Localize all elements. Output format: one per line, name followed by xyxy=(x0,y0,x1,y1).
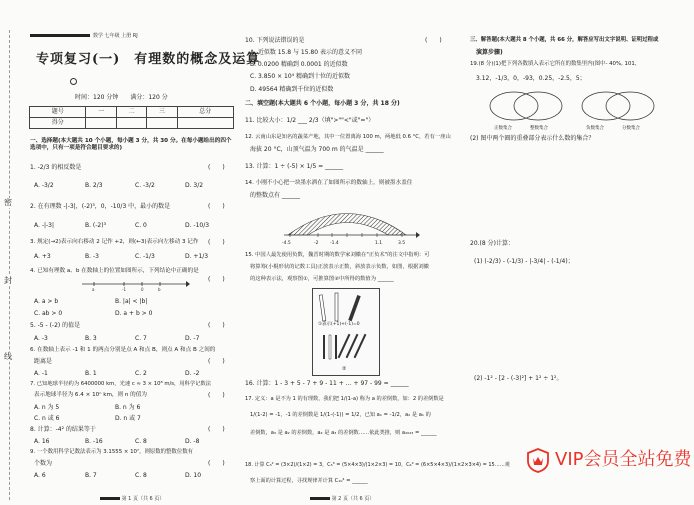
vip-crown-logo xyxy=(525,447,551,473)
figure-label-2: ② xyxy=(342,366,347,372)
counting-rods-figure xyxy=(312,288,380,376)
svg-text:0: 0 xyxy=(141,287,144,292)
answer-paren[interactable]: ( ) xyxy=(208,392,225,399)
q10-item: A. 近似数 15.8 与 15.80 表示的意义不同 xyxy=(250,49,362,56)
option[interactable]: C. 0 xyxy=(135,222,147,229)
question-10: 10. 下列说法错误的是 xyxy=(245,37,305,44)
svg-text:a: a xyxy=(92,287,95,292)
question-12-line2: 海拔 20 °C，山顶气温为 700 m 的气温是 ______ xyxy=(250,146,384,153)
side-label-mi: 密 xyxy=(4,198,12,207)
number-line-ab xyxy=(80,278,190,292)
circle-icon xyxy=(70,78,77,85)
q10-item: D. 49564 精确到千位的近似数 xyxy=(250,86,334,93)
section3-heading-line2: 演算步骤) xyxy=(476,49,503,56)
q10-item: B. 0.0200 精确到 0.0001 的近似数 xyxy=(250,61,348,68)
score-cell[interactable] xyxy=(147,118,177,129)
side-label-xian: 线 xyxy=(4,352,12,361)
question-12: 12. 云南山东是知名的蔬菜产地，其中一位置离海 100 m，两地低 0.6 °C，若有一座山 xyxy=(245,134,451,140)
answer-paren[interactable]: ( ) xyxy=(208,164,225,171)
venn-diagram-left xyxy=(486,88,566,124)
option[interactable]: D. +1/3 xyxy=(185,253,209,260)
question-15-line3: 的这种表示法，观察图①，可推算图②中所得的数值为 ______ xyxy=(250,276,394,282)
venn-label: 分数集合 xyxy=(622,126,640,131)
exam-meta: 时间：120 分钟 满分：120 分 xyxy=(75,94,168,101)
option[interactable]: A. 16 xyxy=(34,438,50,445)
series-header: 数学 七年级 上册 RJ xyxy=(30,33,138,39)
option[interactable]: B. 1 xyxy=(85,370,97,377)
question-19-line2: 3.12，-1/3，0，-93，0.25，-2.5，5； xyxy=(476,75,586,82)
score-cell: 三 xyxy=(147,107,177,118)
score-table xyxy=(29,106,234,129)
section3-heading: 三、解答题(本大题共 8 个小题，共 66 分，解答应写出文字说明、证明过程或 xyxy=(470,37,659,43)
option[interactable]: A. a > b xyxy=(34,298,59,305)
question-6: 6. 在数轴上表示 -1 和 1 的两点分别是点 A 和点 B，则点 A 和点 B 之间的 xyxy=(30,347,216,353)
score-cell: 一 xyxy=(86,107,116,118)
question-15-line2: 将算筹(小棍形状的记数工具)正放表示正数，斜放表示负数，如图，根据刘徽 xyxy=(250,264,429,270)
option[interactable]: B. 2/3 xyxy=(85,182,103,189)
question-20: 20.(8 分)计算： xyxy=(470,240,514,247)
option[interactable]: D. -10/3 xyxy=(185,222,210,229)
question-18: 18. 计算 C₃² = (3×2)/(1×2) = 3，C₅³ = (5×4×3)/(1×2×3) = 10，C₆⁴ = (6×5×4×3)/(1×2×3×4) = 15……观 xyxy=(245,462,510,468)
question-20-part2: (2) -1² - [2 - (-3)²] + 1² ÷ 1²。 xyxy=(474,375,563,382)
question-6-line2: 距离是 xyxy=(34,358,53,365)
option[interactable]: D. 3/2 xyxy=(185,182,204,189)
answer-paren[interactable]: ( ) xyxy=(208,239,225,246)
numline-tick-label: 1.1 xyxy=(375,241,383,246)
vip-promo-text[interactable]: VIP会员全站免费 xyxy=(555,449,692,470)
numline-tick-label: 3.5 xyxy=(398,241,406,246)
question-18-line2: 察上面的计算过程，寻找规律并计算 C₁₀⁴ = ______ xyxy=(250,478,368,484)
question-16: 16. 计算：1 - 3 + 5 - 7 + 9 - 11 + … + 97 - 99 = ______ xyxy=(245,380,409,387)
option[interactable]: C. 8 xyxy=(135,438,147,445)
option[interactable]: B. n 为 6 xyxy=(115,404,141,411)
option[interactable]: A. 6 xyxy=(34,472,46,479)
score-cell[interactable] xyxy=(177,118,233,129)
venn-label: 正数集合 xyxy=(494,126,512,131)
option[interactable]: C. 7 xyxy=(135,335,147,342)
option[interactable]: B. (-2)³ xyxy=(85,222,106,229)
question-20-part1: (1) (-2/3) - (-1/3) - |-3/4| - (-1/4)； xyxy=(474,258,574,265)
question-17-line2: 1/(1-2) = -1，-1 的差倒数是 1/(1-(-1)) = 1/2，已知 a₁ = -1/2，a₂ 是 a₁ 的 xyxy=(250,412,431,418)
answer-paren[interactable]: ( ) xyxy=(208,322,225,329)
svg-text:-1: -1 xyxy=(122,287,126,292)
question-5: 5. -5 - (-2) 的值是 xyxy=(30,322,81,329)
score-cell: 题号 xyxy=(30,107,86,118)
answer-paren[interactable]: ( ) xyxy=(208,460,225,467)
option[interactable]: A. -1 xyxy=(34,370,48,377)
question-17: 17. 定义：a 是不为 1 的有理数，我们把 1/(1-a) 称为 a 的差倒数，如：2 的差倒数是 xyxy=(245,396,444,402)
section1-heading: 一、选择题(本大题共 10 个小题，每小题 3 分，共 30 分。在每小题给出的四个选项中，只有一项是符合题目要求的) xyxy=(30,138,232,151)
question-17-line3: 差倒数，a₃ 是 a₂ 的差倒数，a₄ 是 a₃ 的差倒数……依此类推，则 a₂₀₂₃ = ______ xyxy=(250,430,437,436)
question-14: 14. 小刚不小心把一块墨水洒在了如图所示的数轴上，则被墨水盖住 xyxy=(245,180,413,186)
score-cell: 总分 xyxy=(177,107,233,118)
option[interactable]: D. 10 xyxy=(185,472,202,479)
q10-item: C. 3.850 × 10⁴ 精确到十位的近似数 xyxy=(250,73,350,80)
numline-tick-label: -2 xyxy=(314,241,319,246)
question-14-line2: 的整数点有 ______ xyxy=(250,192,300,199)
option[interactable]: D. -8 xyxy=(185,438,200,445)
question-9-line2: 个数为 xyxy=(34,460,53,467)
page-footer-2: 第 2 页（共 6 页） xyxy=(310,496,374,502)
venn-label: 负数集合 xyxy=(586,126,604,131)
figure-caption: ①表示(+1)+(-1)=0 xyxy=(318,322,360,327)
score-cell: 二 xyxy=(116,107,146,118)
svg-text:b: b xyxy=(158,287,161,292)
question-7-line2: 表示地球半径为 6.4 × 10ⁿ km，则 n 的值为 xyxy=(34,392,147,398)
binding-line xyxy=(9,30,10,500)
option[interactable]: A. -3/2 xyxy=(34,182,54,189)
page-title: 专项复习(一) 有理数的概念及运算 xyxy=(36,52,261,67)
question-11: 11. 比较大小：1/2 ___ 2/3（填">""<"或"="） xyxy=(245,117,375,124)
option[interactable]: B. |a| < |b| xyxy=(115,298,148,305)
section2-heading: 二、填空题(本大题共 6 个小题，每小题 3 分，共 18 分) xyxy=(245,100,400,107)
option[interactable]: D. -7 xyxy=(185,335,200,342)
option[interactable]: B. 7 xyxy=(85,472,97,479)
option[interactable]: D. -2 xyxy=(185,370,200,377)
score-cell: 得分 xyxy=(30,118,86,129)
option[interactable]: D. n 或 7 xyxy=(115,415,141,422)
question-3: 3. 规定(→2)表示向右移动 2 记作 +2，则(←3)表示向左移动 3 记作 xyxy=(30,239,199,245)
option[interactable]: B. -16 xyxy=(85,438,103,445)
question-8: 8. 计算：-4² 的结果等于 xyxy=(30,426,96,433)
question-2: 2. 在有理数 -|-3|，(-2)³，0，-10/3 中，最小的数是 xyxy=(30,203,171,210)
answer-paren[interactable]: ( ) xyxy=(208,358,225,365)
answer-paren[interactable]: ( ) xyxy=(208,203,225,210)
question-15: 15. 中国人最先使用负数，魏晋时期的数学家刘徽在"正负术"的注文中指明：可 xyxy=(245,252,430,258)
option[interactable]: C. -3/2 xyxy=(135,182,155,189)
side-label-feng: 封 xyxy=(4,276,12,285)
score-cell[interactable] xyxy=(116,118,146,129)
option[interactable]: A. n 为 5 xyxy=(34,404,60,411)
venn-label: 整数集合 xyxy=(530,126,548,131)
numline-tick-label: -1.4 xyxy=(330,241,339,246)
answer-paren[interactable]: ( ) xyxy=(208,426,225,433)
option[interactable]: C. n 或 6 xyxy=(34,415,60,422)
question-19: 19.(8 分)(1)把下列各数填入表示它所在的数集里内(图中- 40%, 101, xyxy=(470,61,637,67)
option[interactable]: A. -3 xyxy=(34,335,48,342)
question-13: 13. 计算：1 ÷ (-5) × 1/5 = ______ xyxy=(245,163,344,170)
option[interactable]: B. 3 xyxy=(85,335,97,342)
option[interactable]: A. -|-3| xyxy=(34,222,55,229)
answer-paren[interactable]: ( ) xyxy=(208,276,225,283)
option[interactable]: C. -1/3 xyxy=(135,253,155,260)
venn-diagram-right xyxy=(578,88,658,124)
score-cell[interactable] xyxy=(86,118,116,129)
numline-tick-label: -4.5 xyxy=(282,241,291,246)
question-4: 4. 已知有理数 a、b 在数轴上的位置如图所示，下列结论中正确的是 xyxy=(30,268,199,274)
page-footer-1: 第 1 页（共 6 页） xyxy=(100,496,164,502)
question-1: 1. -2/3 的相反数是 xyxy=(30,164,82,171)
option[interactable]: A. +3 xyxy=(34,253,51,260)
answer-paren[interactable]: ( ) xyxy=(425,37,442,44)
counting-rods-drawing xyxy=(313,289,379,375)
option[interactable]: B. -3 xyxy=(85,253,99,260)
question-7: 7. 已知地球半径约为 6400000 km，光速 c ≈ 3 × 10⁸ m/s，用科学记数法 xyxy=(30,381,212,387)
option[interactable]: C. 8 xyxy=(135,472,147,479)
question-9: 9. 一个数用科学记数法表示为 3.1555 × 10⁷，则原数的整数位数有 xyxy=(30,449,193,455)
option[interactable]: C. 2 xyxy=(135,370,147,377)
option[interactable]: D. a + b > 0 xyxy=(115,310,153,317)
question-19-part2: (2) 图中两个圈的重叠部分表示什么数的集合？ xyxy=(470,135,595,142)
option[interactable]: C. ab > 0 xyxy=(34,310,63,317)
